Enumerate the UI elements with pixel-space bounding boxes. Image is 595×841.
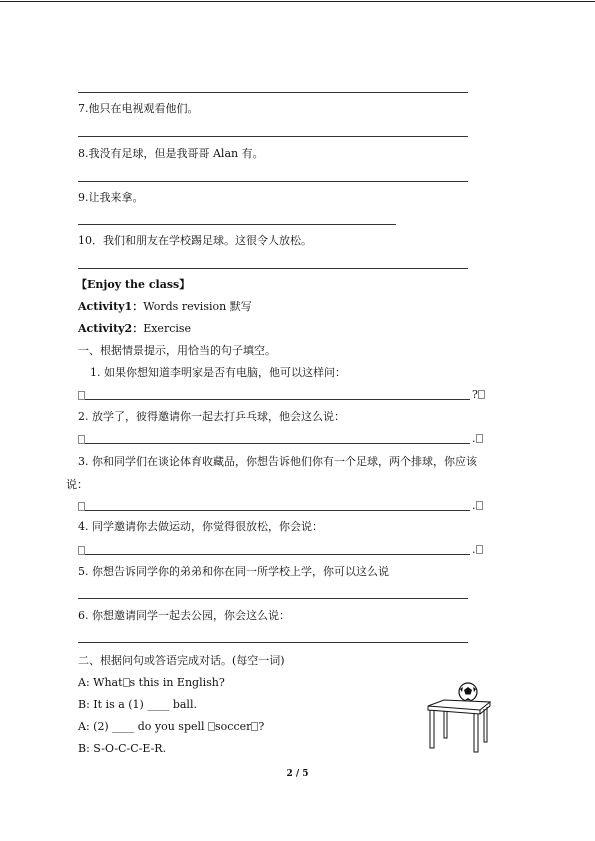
- dialog-line-3-suffix: ?: [258, 720, 265, 733]
- blank-marker-4-end: [476, 545, 483, 554]
- translation-item-10: 10．我们和朋友在学校踢足球。这很令人放松。: [78, 234, 312, 247]
- soccer-ball-icon: [459, 683, 477, 701]
- activity-1-text: Words revision 默写: [143, 300, 252, 313]
- activity-1: [78, 300, 252, 314]
- question-5: 5. 你想告诉同学你的弟弟和你在同一所学校上学，你可以这么说: [78, 565, 389, 578]
- blank-marker-2-end: [476, 434, 483, 443]
- answer-line-8: [78, 181, 468, 182]
- translation-item-8: 8.我没有足球，但是我哥哥 Alan 有。: [78, 147, 264, 160]
- answer-line-q6: [78, 642, 468, 643]
- activity-2-label: Activity2：: [78, 322, 144, 335]
- translation-item-7: 7.他只在电视观看他们。: [78, 102, 199, 115]
- question-1-end: [472, 388, 485, 402]
- blank-marker-3-end: [476, 501, 483, 510]
- question-1-punct: ?: [472, 388, 478, 401]
- blank-marker-4-start: [78, 546, 85, 555]
- question-1: 1. 如果你想知道李明家是否有电脑，他可以这样问：: [90, 366, 346, 379]
- question-3-punct: .: [472, 499, 476, 512]
- dialog-line-1: [78, 676, 225, 690]
- section-header-enjoy: 【Enjoy the class】: [76, 278, 191, 291]
- activity-2-text: Exercise: [143, 322, 192, 335]
- dialog-line-3-prefix: A: (2) ____ do you spell: [78, 720, 209, 733]
- page-number: 2 / 5: [286, 769, 309, 779]
- question-6: 6. 你想邀请同学一起去公园，你会这么说：: [78, 609, 290, 622]
- page-top-border: [0, 1, 595, 2]
- answer-line-q5: [78, 598, 468, 599]
- blank-marker-1-start: [78, 391, 85, 400]
- question-2-end: [472, 432, 483, 446]
- blank-marker-1-end: [478, 390, 485, 399]
- answer-line-q1: [85, 399, 470, 400]
- dialog-line-3-word: soccer: [215, 720, 252, 733]
- blank-marker-3-start: [78, 502, 85, 511]
- question-4-end: [472, 543, 483, 557]
- question-2-punct: .: [472, 432, 476, 445]
- section-2-title: 二、根据问句或答语完成对话。(每空一词): [78, 654, 285, 667]
- question-3-line-2: 说：: [66, 478, 88, 491]
- question-3-line-1: 3. 你和同学们在谈论体育收藏品，你想告诉他们你有一个足球，两个排球，你应该: [78, 455, 477, 468]
- dialog-line-4: B: S-O-C-C-E-R.: [78, 742, 167, 755]
- dialog-line-1-prefix: A: What: [78, 676, 123, 689]
- dialog-line-2: B: It is a (1) ____ ball.: [78, 698, 197, 711]
- dialog-line-3: [78, 720, 264, 734]
- activity-2: [78, 322, 191, 336]
- question-3-end: [472, 499, 483, 513]
- answer-line-7: [78, 136, 468, 137]
- question-2: 2. 放学了，彼得邀请你一起去打乒乓球，他会这么说：: [78, 410, 345, 423]
- dialog-line-1-suffix: s this in English?: [129, 676, 225, 689]
- answer-line-q3: [85, 510, 470, 511]
- answer-line-9: [78, 224, 396, 225]
- translation-item-9: 9.让我来拿。: [78, 191, 144, 204]
- question-4: 4. 同学邀请你去做运动，你觉得很放松，你会说：: [78, 520, 323, 533]
- apostrophe-glyph-box: [123, 678, 130, 687]
- table-icon: [428, 700, 490, 752]
- blank-marker-2-start: [78, 435, 85, 444]
- section-1-title: 一、根据情景提示，用恰当的句子填空。: [78, 344, 276, 357]
- activity-1-label: Activity1：: [78, 300, 144, 313]
- answer-line-6: [78, 92, 468, 93]
- answer-line-q4: [85, 554, 470, 555]
- question-4-punct: .: [472, 543, 476, 556]
- table-with-ball-illustration: [424, 680, 494, 755]
- answer-line-10: [78, 268, 468, 269]
- answer-line-q2: [85, 443, 470, 444]
- open-quote-glyph-box: [208, 722, 215, 731]
